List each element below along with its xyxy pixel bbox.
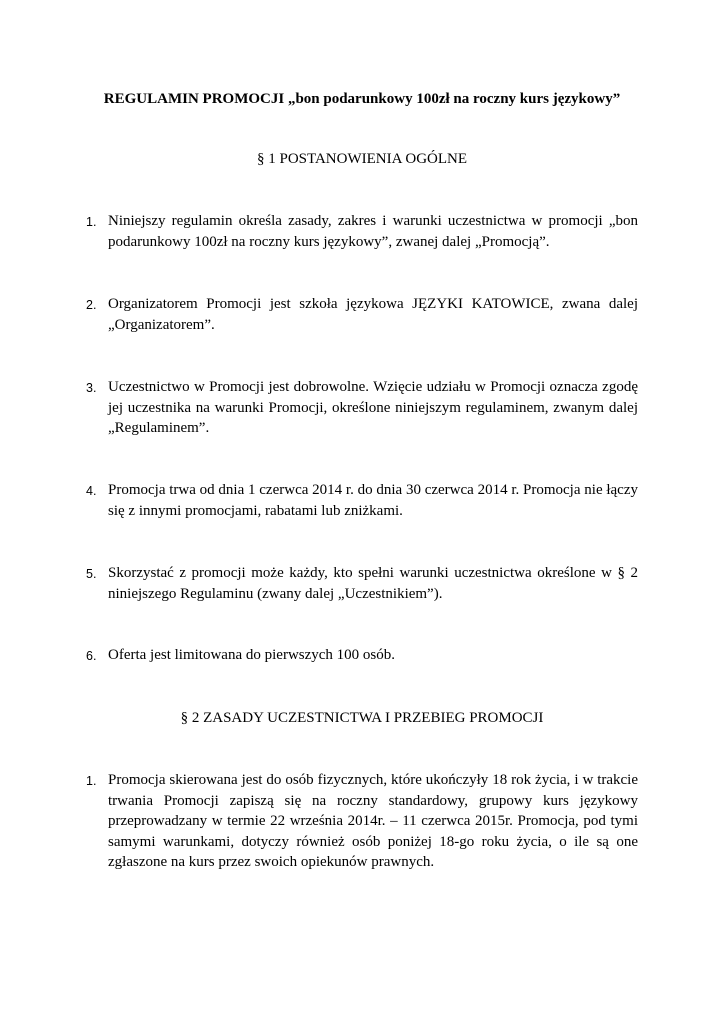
item-text: Skorzystać z promocji może każdy, kto spełni warunki uczestnictwa określone w § 2 niniejszego Regulaminu (zwany dalej „Uczestnikiem”). [108,565,638,602]
item-text: Uczestnictwo w Promocji jest dobrowolne. Wzięcie udziału w Promocji oznacza zgodę jej uczestnika na warunki Promocji, określone niniejszym regulaminem, zwanym dalej „Regulaminem”. [108,379,638,436]
section-1-item-3 [86,377,638,439]
item-text: Oferta jest limitowana do pierwszych 100 osób. [108,647,396,663]
item-number: 2. [86,298,97,312]
item-text: Promocja skierowana jest do osób fizycznych, które ukończyły 18 rok życia, i w trakcie trwania Promocji zapiszą się na roczny standardowy, grupowy kurs językowy przeprowadzany w termie 22 września 2014r. – 11 czerwca 2015r. Promocja, pod tymi samymi warunkami, dotyczy również osób poniżej 18-go roku życia, o ile są one zgłaszone na kurs przez swoich opiekunów prawnych. [108,772,638,870]
item-number: 3. [86,381,97,395]
section-1-item-1 [86,211,638,252]
item-number: 1. [86,215,97,229]
item-text: Promocja trwa od dnia 1 czerwca 2014 r. do dnia 30 czerwca 2014 r. Promocja nie łączy się z innymi promocjami, rabatami lub zniżkami. [108,482,638,519]
section-1-item-5 [86,563,638,604]
item-number: 6. [86,649,97,663]
section-2-item-1 [86,770,638,873]
document-title: REGULAMIN PROMOCJI „bon podarunkowy 100zł na roczny kurs językowy” [103,91,621,107]
section-2-heading: § 2 ZASADY UCZESTNICTWA I PRZEBIEG PROMOCJI [180,710,544,726]
section-1-item-2 [86,294,638,335]
section-1-item-4 [86,480,638,521]
item-number: 4. [86,484,97,498]
item-text: Niniejszy regulamin określa zasady, zakres i warunki uczestnictwa w promocji „bon podarunkowy 100zł na roczny kurs językowy”, zwanej dalej „Promocją”. [108,213,638,250]
item-text: Organizatorem Promocji jest szkoła językowa JĘZYKI KATOWICE, zwana dalej „Organizatorem”. [108,296,638,333]
item-number: 1. [86,774,97,788]
section-1-item-6 [86,645,638,666]
item-number: 5. [86,567,97,581]
section-1-heading: § 1 POSTANOWIENIA OGÓLNE [256,151,468,167]
